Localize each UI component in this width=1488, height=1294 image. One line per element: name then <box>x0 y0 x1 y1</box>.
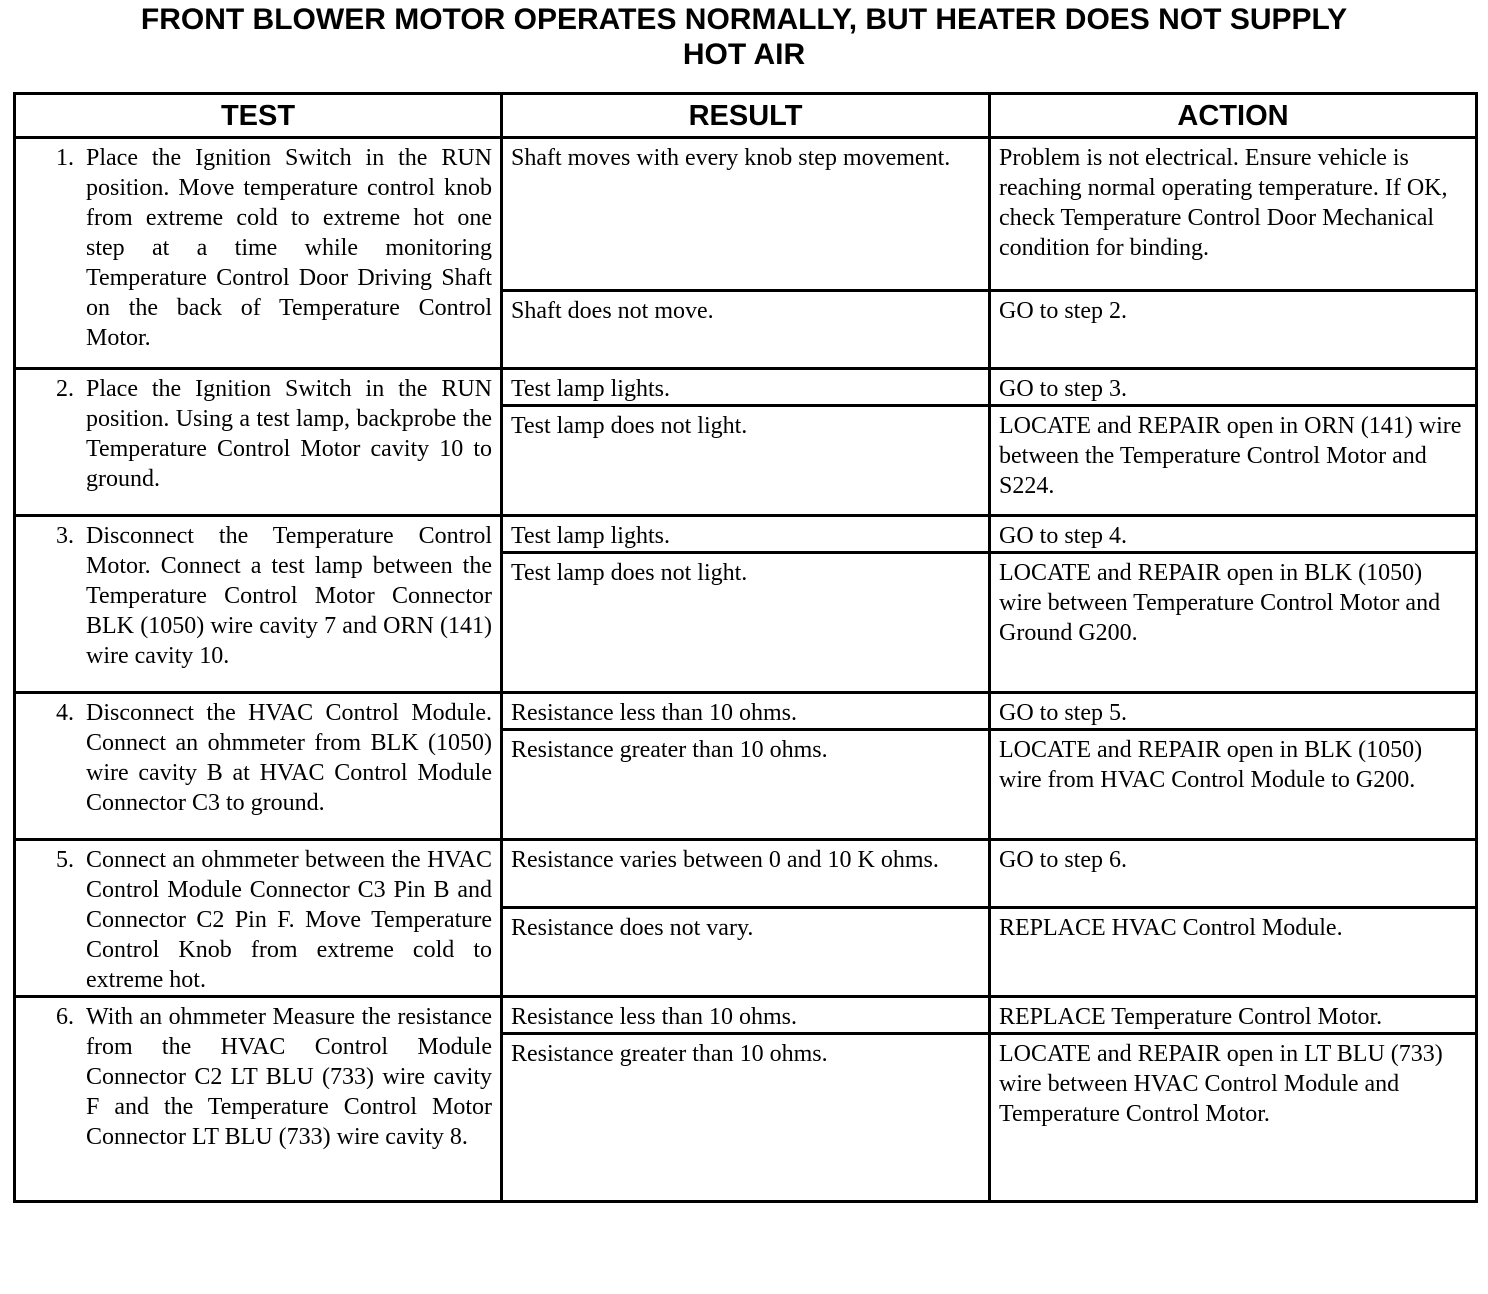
step-number: 2. <box>56 376 74 402</box>
step-number: 3. <box>56 523 74 549</box>
table-row <box>15 840 1477 908</box>
page-title <box>0 2 1488 72</box>
column-header-test: TEST <box>15 94 502 138</box>
test-cell <box>15 516 502 693</box>
table-row <box>15 997 1477 1034</box>
test-description: Disconnect the HVAC Control Module. Connect an ohmmeter from BLK (1050) wire cavity B at HVAC Control Module Connector C3 to ground. <box>86 700 492 816</box>
column-header-result: RESULT <box>502 94 990 138</box>
result-cell: Resistance greater than 10 ohms. <box>502 1034 990 1202</box>
result-cell: Resistance less than 10 ohms. <box>502 997 990 1034</box>
action-cell: GO to step 2. <box>990 291 1477 369</box>
title-line-2: HOT AIR <box>682 38 806 71</box>
result-cell: Test lamp lights. <box>502 369 990 406</box>
result-cell: Test lamp lights. <box>502 516 990 553</box>
table-row <box>15 693 1477 730</box>
result-cell: Resistance does not vary. <box>502 907 990 996</box>
action-cell: LOCATE and REPAIR open in LT BLU (733) wire between HVAC Control Module and Temperature Control Motor. <box>990 1034 1477 1202</box>
test-cell <box>15 138 502 369</box>
action-cell: LOCATE and REPAIR open in BLK (1050) wire between Temperature Control Motor and Ground G200. <box>990 553 1477 693</box>
result-cell: Resistance varies between 0 and 10 K ohms. <box>502 840 990 908</box>
action-cell: GO to step 6. <box>990 840 1477 908</box>
result-cell: Shaft moves with every knob step movement. <box>502 138 990 291</box>
result-cell: Test lamp does not light. <box>502 406 990 516</box>
result-cell: Resistance less than 10 ohms. <box>502 693 990 730</box>
table-row <box>15 516 1477 553</box>
table-row <box>15 138 1477 291</box>
action-cell: LOCATE and REPAIR open in ORN (141) wire between the Temperature Control Motor and S224. <box>990 406 1477 516</box>
action-cell: GO to step 5. <box>990 693 1477 730</box>
step-number: 5. <box>56 847 74 873</box>
test-description: Disconnect the Temperature Control Motor. Connect a test lamp between the Temperature Control Motor Connector BLK (1050) wire cavity 7 and ORN (141) wire cavity 10. <box>86 523 492 669</box>
diagnostic-table <box>13 92 1478 1203</box>
test-description: Place the Ignition Switch in the RUN position. Using a test lamp, backprobe the Temperature Control Motor cavity 10 to ground. <box>86 376 492 492</box>
result-cell: Resistance greater than 10 ohms. <box>502 730 990 840</box>
test-description: Connect an ohmmeter between the HVAC Control Module Connector C3 Pin B and Connector C2 Pin F. Move Temperature Control Knob from extreme cold to extreme hot. <box>86 847 492 993</box>
test-cell <box>15 369 502 516</box>
action-cell: REPLACE HVAC Control Module. <box>990 907 1477 996</box>
action-cell: LOCATE and REPAIR open in BLK (1050) wire from HVAC Control Module to G200. <box>990 730 1477 840</box>
test-cell <box>15 840 502 997</box>
action-cell: REPLACE Temperature Control Motor. <box>990 997 1477 1034</box>
step-number: 6. <box>56 1004 74 1030</box>
result-cell: Shaft does not move. <box>502 291 990 369</box>
test-cell <box>15 997 502 1202</box>
test-cell <box>15 693 502 840</box>
action-cell: GO to step 3. <box>990 369 1477 406</box>
action-cell: Problem is not electrical. Ensure vehicle is reaching normal operating temperature. If OK, check Temperature Control Door Mechanical condition for binding. <box>990 138 1477 291</box>
column-header-action: ACTION <box>990 94 1477 138</box>
header-row <box>15 94 1477 138</box>
step-number: 1. <box>56 145 74 171</box>
action-cell: GO to step 4. <box>990 516 1477 553</box>
result-cell: Test lamp does not light. <box>502 553 990 693</box>
test-description: With an ohmmeter Measure the resistance from the HVAC Control Module Connector C2 LT BLU (733) wire cavity F and the Temperature Control Motor Connector LT BLU (733) wire cavity 8. <box>86 1004 492 1150</box>
test-description: Place the Ignition Switch in the RUN position. Move temperature control knob from extreme cold to extreme hot one step at a time while monitoring Temperature Control Door Driving Shaft on the back of Temperature Control Motor. <box>86 145 492 351</box>
step-number: 4. <box>56 700 74 726</box>
title-line-1: FRONT BLOWER MOTOR OPERATES NORMALLY, BUT HEATER DOES NOT SUPPLY <box>140 3 1348 36</box>
table-row <box>15 369 1477 406</box>
